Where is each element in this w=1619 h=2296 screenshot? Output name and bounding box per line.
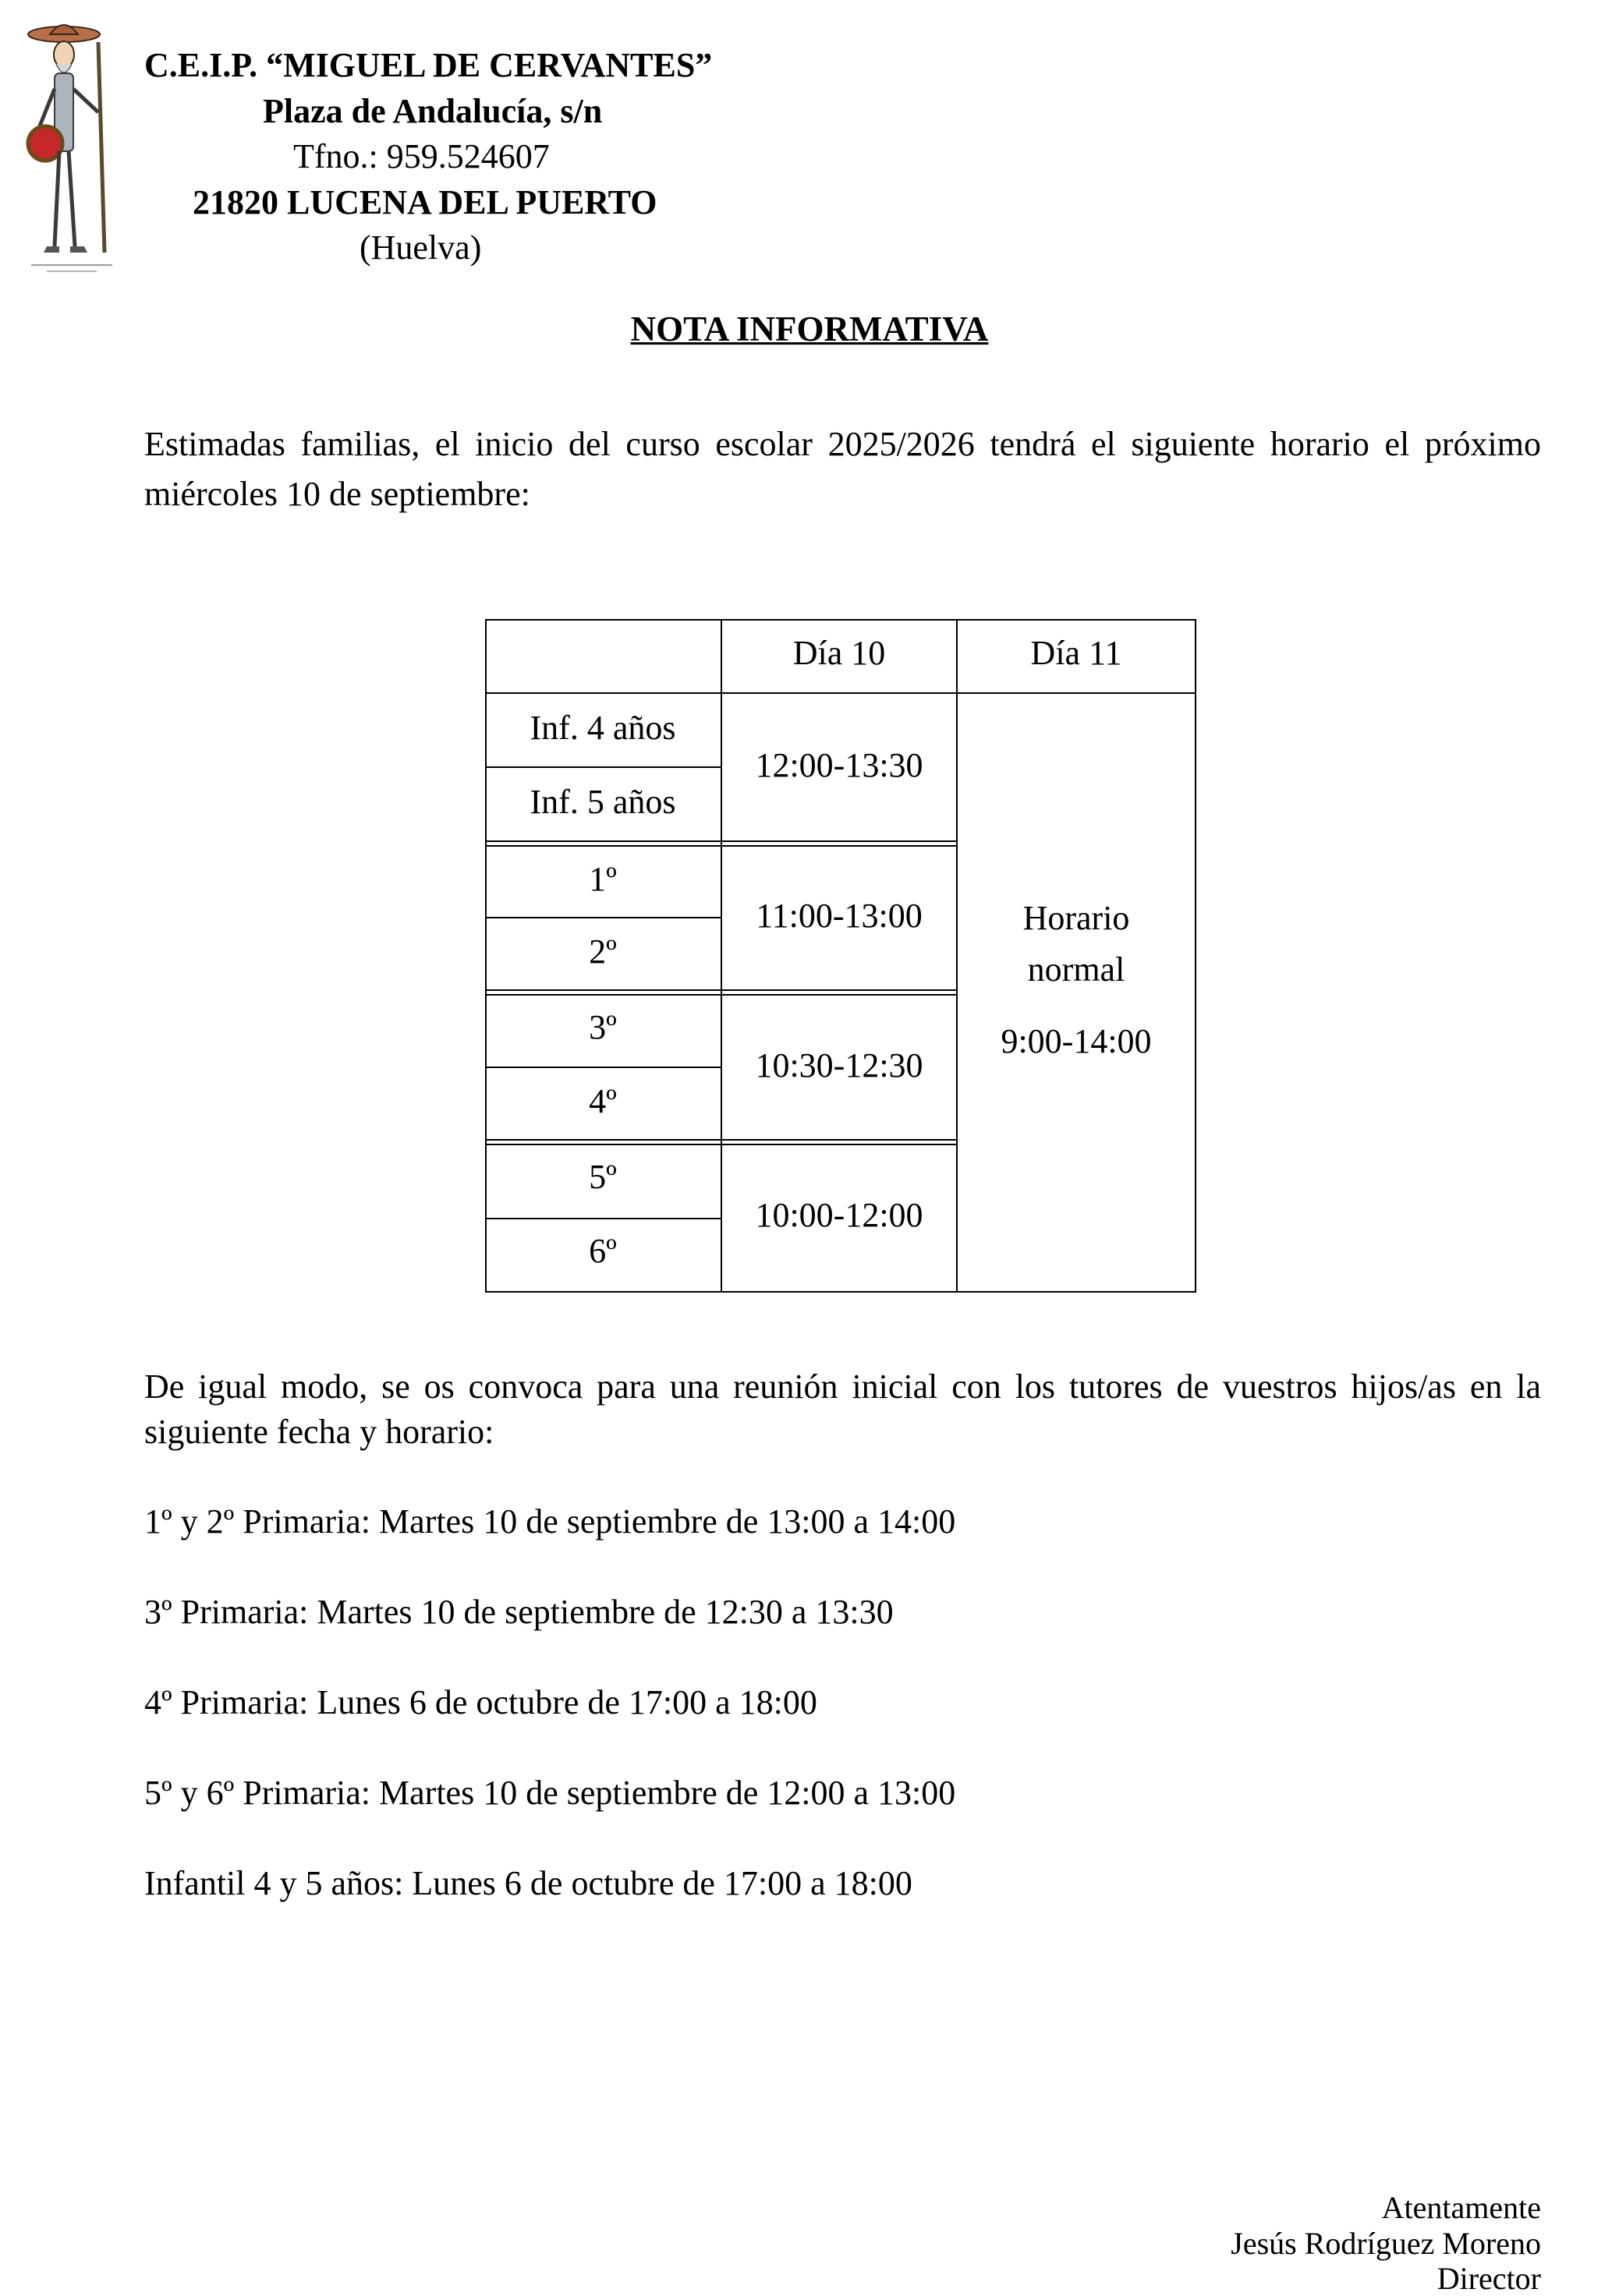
group-label: Inf. 5 años xyxy=(530,783,676,821)
group-label: 5º xyxy=(589,1158,617,1196)
signer-name: Jesús Rodríguez Moreno xyxy=(1231,2226,1541,2261)
school-phone: Tfno.: 959.524607 xyxy=(293,137,550,175)
signer-role: Director xyxy=(1437,2261,1541,2296)
group-label: Inf. 4 años xyxy=(530,709,676,747)
school-logo xyxy=(19,19,125,276)
school-address: Plaza de Andalucía, s/n xyxy=(263,92,603,130)
meeting-line: 4º Primaria: Lunes 6 de octubre de 17:00 a 18:00 xyxy=(144,1683,817,1721)
school-name: C.E.I.P. “MIGUEL DE CERVANTES” xyxy=(144,46,713,84)
don-quixote-logo-icon xyxy=(19,19,125,276)
meeting-paragraph: De igual modo, se os convoca para una reunión inicial con los tutores de vuestros hijos/as en la siguiente fecha y horario: xyxy=(144,1367,1541,1451)
header-day-11: Día 11 xyxy=(1030,634,1122,672)
group-label: 4º xyxy=(589,1082,617,1120)
day10-time: 11:00-13:00 xyxy=(756,897,923,935)
meeting-line: Infantil 4 y 5 años: Lunes 6 de octubre de 17:00 a 18:00 xyxy=(144,1864,912,1902)
school-province: (Huelva) xyxy=(360,228,482,267)
closing: Atentamente xyxy=(1381,2190,1541,2225)
school-city: 21820 LUCENA DEL PUERTO xyxy=(193,183,657,221)
meeting-line: 1º y 2º Primaria: Martes 10 de septiembre de 13:00 a 14:00 xyxy=(144,1502,956,1541)
day10-time: 12:00-13:30 xyxy=(755,746,923,784)
day11-label: Horario xyxy=(1022,899,1130,937)
meeting-line: 5º y 6º Primaria: Martes 10 de septiembre de 12:00 a 13:00 xyxy=(144,1774,956,1812)
day11-hours: 9:00-14:00 xyxy=(1001,1022,1152,1060)
document-title: NOTA INFORMATIVA xyxy=(630,310,989,348)
schedule-table xyxy=(485,619,1196,1293)
group-label: 1º xyxy=(589,860,617,898)
group-label: 6º xyxy=(589,1232,617,1270)
group-label: 3º xyxy=(589,1008,617,1046)
day10-time: 10:00-12:00 xyxy=(755,1196,923,1234)
meeting-line: 3º Primaria: Martes 10 de septiembre de 12:30 a 13:30 xyxy=(144,1593,894,1631)
day11-label: normal xyxy=(1027,950,1125,989)
group-label: 2º xyxy=(589,932,617,971)
day10-time: 10:30-12:30 xyxy=(755,1046,923,1084)
header-day-10: Día 10 xyxy=(792,634,886,672)
intro-paragraph: Estimadas familias, el inicio del curso escolar 2025/2026 tendrá el siguiente horario el próximo miércoles 10 de septiembre: xyxy=(144,425,1541,513)
